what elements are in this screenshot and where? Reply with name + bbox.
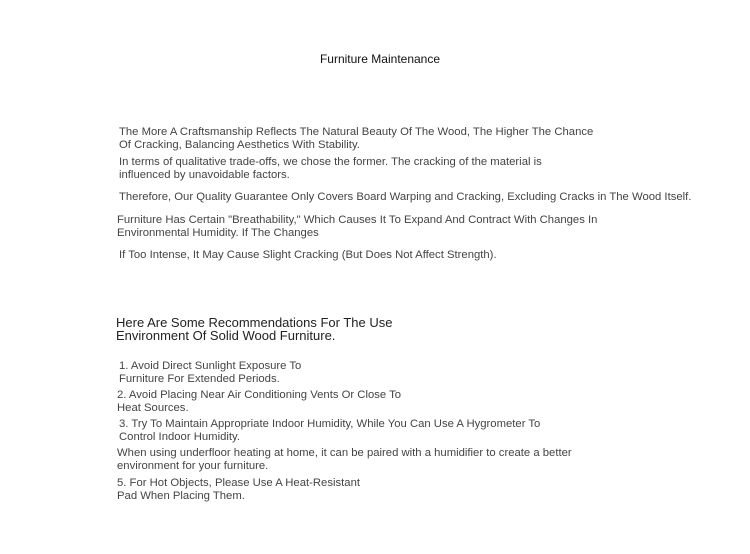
recommendation-line: When using underfloor heating at home, it can be paired with a humidifier to create a better [117,447,572,459]
recommendation-line: Pad When Placing Them. [117,490,245,502]
recommendation-item-4 [117,447,572,473]
recommendation-line: 2. Avoid Placing Near Air Conditioning Vents Or Close To [117,389,402,401]
recommendation-item-2 [117,389,401,415]
recommendation-line: 3. Try To Maintain Appropriate Indoor Humidity, While You Can Use A Hygrometer To [119,418,541,430]
recommendation-item-5 [117,477,360,503]
recommendation-line: environment for your furniture. [117,460,269,472]
heading-line: Here Are Some Recommendations For The Use [116,315,393,330]
intro-text-line: influenced by unavoidable factors. [119,168,290,181]
recommendation-item-1 [119,360,301,386]
intro-text-line: Furniture Has Certain "Breathability," Which Causes It To Expand And Contract With Changes In [117,214,598,226]
intro-paragraph-tradeoffs [119,156,542,181]
page-title: Furniture Maintenance [319,52,441,66]
recommendation-line: 1. Avoid Direct Sunlight Exposure To [119,360,302,372]
intro-text-line: In terms of qualitative trade-offs, we chose the former. The cracking of the material is [119,156,542,168]
intro-text-line: Environmental Humidity. If The Changes [117,226,319,239]
recommendation-line: 5. For Hot Objects, Please Use A Heat-Resistant [117,477,360,489]
intro-text-line: The More A Craftsmanship Reflects The Natural Beauty Of The Wood, The Higher The Chance [119,126,594,138]
intro-paragraph-craftsmanship [119,126,593,151]
intro-paragraph-guarantee [119,191,691,204]
intro-paragraph-cracking [119,249,497,262]
heading-line: Environment Of Solid Wood Furniture. [116,327,336,343]
recommendation-line: Control Indoor Humidity. [119,431,240,443]
intro-paragraph-breathability [117,214,597,239]
recommendation-line: Heat Sources. [117,402,189,414]
intro-text-line: Of Cracking, Balancing Aesthetics With Stability. [119,138,360,151]
recommendation-line: Furniture For Extended Periods. [119,373,280,385]
recommendation-item-3 [119,418,540,444]
recommendations-heading [116,317,393,342]
intro-text-line: Therefore, Our Quality Guarantee Only Covers Board Warping and Cracking, Excluding Cracks in The Wood Itself. [119,191,692,203]
intro-text-line: If Too Intense, It May Cause Slight Cracking (But Does Not Affect Strength). [119,249,497,261]
